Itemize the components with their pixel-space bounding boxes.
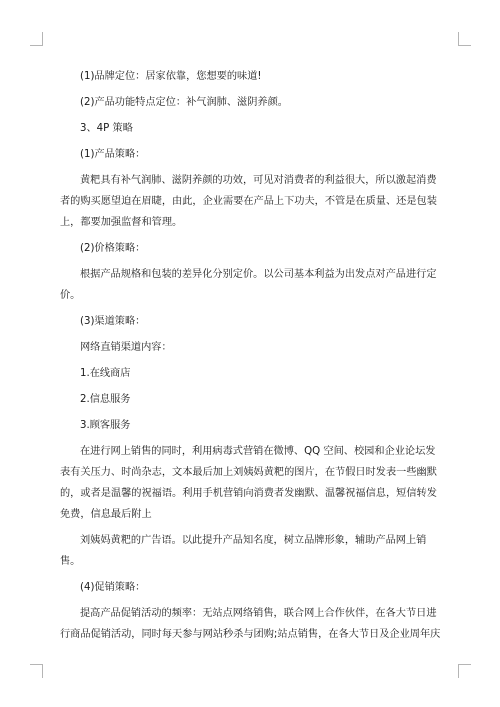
heading-4p-strategy: 3、4P 策略 xyxy=(80,123,133,134)
paragraph-product-strategy: 黄粑具有补气润肺、滋阴养颜的功效，可见对消费者的利益很大，所以激起消费者的购买愿望迫在眉睫，由此，企业需要在产品上下功夫，不管是在质量、还是包装上，都要加强监督和管理。 xyxy=(60,175,437,228)
crop-mark-top-left xyxy=(30,32,43,46)
list-item-info-service: 2.信息服务 xyxy=(80,394,131,405)
paragraph-brand-positioning: (1)品牌定位：居家依靠，您想要的味道! xyxy=(80,71,262,82)
list-item-customer-service: 3.顾客服务 xyxy=(80,420,131,431)
paragraph-price-strategy: 根据产品规格和包装的差异化分别定价。以公司基本利益为出发点对产品进行定价。 xyxy=(60,269,437,301)
paragraph-viral-marketing: 在进行网上销售的同时，利用病毒式营销在微博、QQ 空间、校园和企业论坛发表有关压力、时尚杂志，文本最后加上刘姨妈黄粑的图片，在节假日时发表一些幽默的，或者是温馨的祝福语。利用手机营销向消费者发幽默、温馨祝福信息，短信转发免费，信息最后附上 xyxy=(60,446,437,520)
heading-product-strategy: (1)产品策略： xyxy=(80,149,146,160)
paragraph-channel-intro: 网络直销渠道内容： xyxy=(80,342,172,353)
crop-mark-top-right xyxy=(458,32,471,46)
paragraph-function-positioning: (2)产品功能特点定位：补气润肺、滋阴养颜。 xyxy=(80,97,288,108)
heading-promotion-strategy: (4)促销策略： xyxy=(80,582,146,593)
crop-mark-bottom-left xyxy=(30,664,43,678)
paragraph-ad-slogan: 刘姨妈黄粑的广告语。以此提升产品知名度，树立品牌形象，辅助产品网上销售。 xyxy=(60,535,427,567)
paragraph-promotion-strategy: 提高产品促销活动的频率：无站点网络销售，联合网上合作伙伴，在各大节日进行商品促销活动，同时每天参与网站秒杀与团购;站点销售，在各大节日及企业周年庆 xyxy=(60,608,441,640)
heading-channel-strategy: (3)渠道策略： xyxy=(80,316,146,327)
list-item-online-store: 1.在线商店 xyxy=(80,368,131,379)
crop-mark-bottom-right xyxy=(458,664,471,678)
heading-price-strategy: (2)价格策略： xyxy=(80,243,146,254)
document-body xyxy=(60,66,444,650)
